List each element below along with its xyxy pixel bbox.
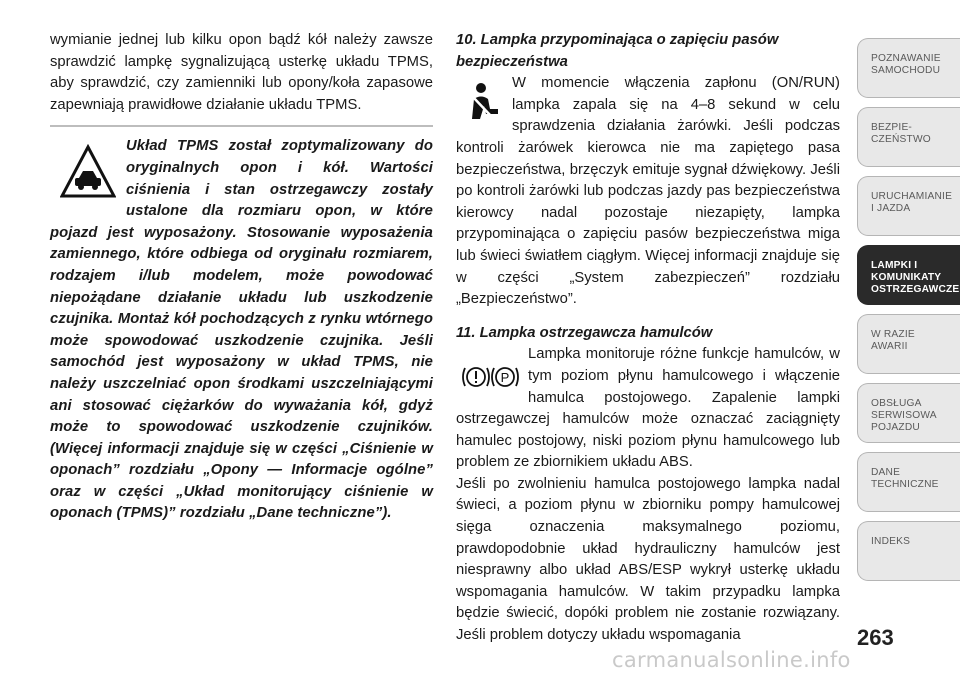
warning-block [50, 125, 433, 525]
sidebar-tab-5[interactable] [857, 383, 960, 443]
section-10-title: 10. Lampka przypominająca o zapięciu pasów bezpieczeństwa [456, 32, 779, 70]
sidebar-tab-1[interactable] [857, 107, 960, 167]
sidebar-tab-3[interactable] [857, 245, 960, 305]
section-10-text: W momencie włączenia zapłonu (ON/RUN) lampka zapala się na 4–8 sekund w celu sprawdzenia działania żarówki. Jeśli podczas kontroli żarówek kierowca nie ma zapiętego pasa bezpieczeństwa, brzęczyk emituje sygnał dźwiękowy. Jeśli po kontroli żarówki lub podczas jazdy pas bezpieczeństwa kierowcy nadal pozostaje niezapięty, lampka przypominająca o zapięciu pasów bezpieczeństwa miga lub świeci światłem ciągłym. Więcej informacji znajduje się w części „System zabezpieczeń” rozdziału „Bezpieczeństwo”. [456, 75, 840, 308]
chapter-sidebar [857, 38, 960, 590]
sidebar-tab-6[interactable] [857, 452, 960, 512]
sidebar-tab-0[interactable] [857, 38, 960, 98]
sidebar-tab-2[interactable] [857, 176, 960, 236]
section-11-text-2: Jeśli po zwolnieniu hamulca postojowego lampka nadal świeci, a poziom płynu w zbiorniku pompy hamulcowej sięga oznaczenia maksymalnego poziomu, prawdopodobnie układ hydrauliczny hamulców jest niesprawny albo układ ABS/ESP wykrył usterkę układu wspomagania hamulców. W takim przypadku lampka będzie świecić, dopóki problem nie zostanie rozwiązany. Jeśli problem dotyczy układu wspomagania [456, 475, 840, 644]
warning-text: Układ TPMS został zoptymalizowany do oryginalnych opon i kół. Wartości ciśnienia i stan ostrzegawczy zostały ustalone dla rozmiaru opon, w które pojazd jest wyposażony. Stosowanie wyposażenia zamiennego, które odbiega od oryginału rozmiarem, rodzajem i/lub modelem, może powodować niepożądane działanie układu lub uszkodzenie czujnika. Montaż kół pochodzących z rynku wtórnego może spowodować uszkodzenie czujnika. Jeśli samochód jest wyposażony w układ TPMS, nie należy uszczelniać opon środkami uszczelniającymi ani stosować ciężarków do wyważania kół, gdyż może to spowodować uszkodzenie czujników. (Więcej informacji znajduje się w części „Ciśnienie w oponach” rozdziału „Opony — Informacje ogólne” oraz w części „Układ monitorujący ciśnienie w oponach (TPMS)” rozdziału „Dane techniczne”). [50, 138, 433, 522]
right-column [456, 30, 840, 647]
section-11-text: Lampka monitoruje różne funkcje hamulców, w tym poziom płynu hamulcowego i włączenie hamulca postojowego. Zapalenie lampki ostrzegawczej hamulców może oznaczać zaciągnięty hamulec postojowy, niski poziom płynu hamulcowego lub problem ze zbiornikiem układu ABS. [456, 346, 840, 471]
left-column [50, 30, 433, 525]
page-number: 263 [857, 625, 894, 650]
brake-warning-icon [462, 362, 520, 392]
sidebar-tab-label: W RAZIE AWARII [871, 329, 915, 352]
section-10 [456, 73, 840, 311]
sidebar-tab-label: INDEKS [871, 536, 911, 547]
sidebar-tab-label: OBSŁUGA SERWISOWA POJAZDU [871, 398, 937, 433]
sidebar-tab-label: URUCHAMIANIE I JAZDA [871, 191, 953, 214]
sidebar-tab-label: BEZPIE- CZEŃSTWO [871, 122, 931, 145]
watermark: carmanualsonline.info [612, 648, 851, 672]
sidebar-tab-label: DANE TECHNICZNE [871, 467, 939, 490]
warning-triangle-car-icon [60, 144, 116, 200]
section-11-title: 11. Lampka ostrzegawcza hamulców [456, 324, 713, 341]
sidebar-tab-7[interactable] [857, 521, 960, 581]
sidebar-tab-label: LAMPKI I KOMUNIKATY OSTRZEGAWCZE [871, 260, 960, 295]
svg-text:P: P [500, 370, 510, 386]
section-11 [456, 344, 840, 474]
seatbelt-icon [464, 81, 504, 121]
sidebar-tab-label: POZNAWANIE SAMOCHODU [871, 53, 941, 76]
intro-paragraph: wymianie jednej lub kilku opon bądź kół należy zawsze sprawdzić lampkę sygnalizującą usterkę układu TPMS, aby sprawdzić, czy zamienniki lub opony/koła zapasowe zapewniają prawidłowe działanie układu TPMS. [50, 32, 433, 113]
sidebar-tab-4[interactable] [857, 314, 960, 374]
